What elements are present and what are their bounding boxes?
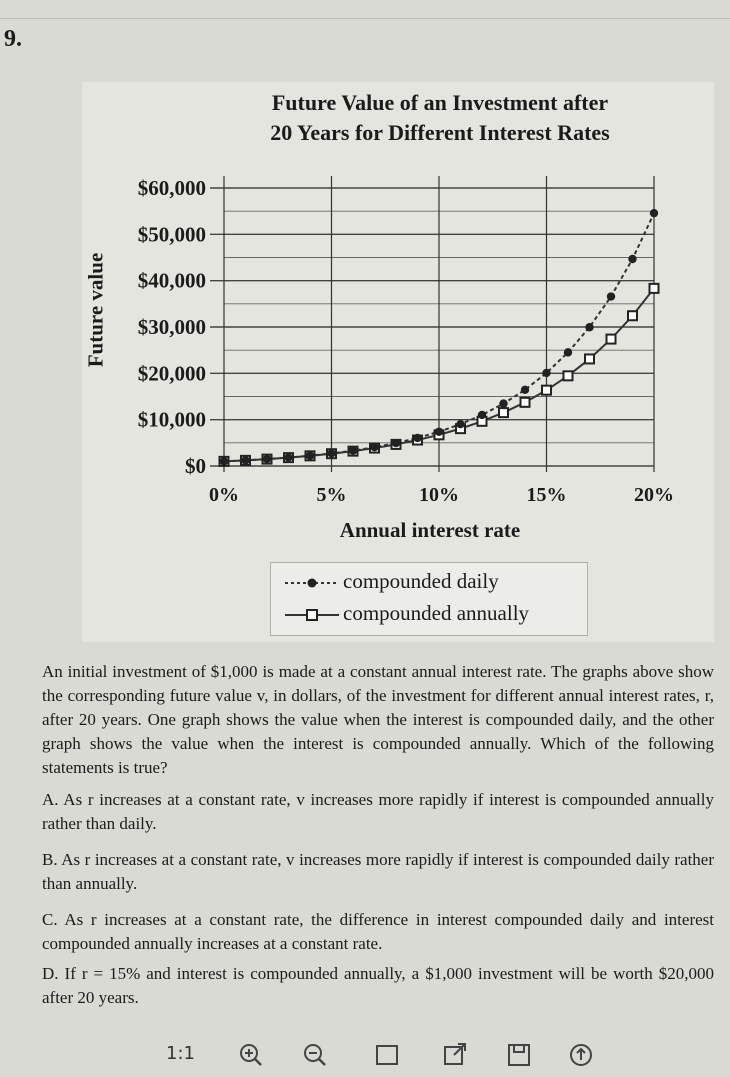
point-daily [650,209,658,217]
chart-title-line-1: Future Value of an Investment after [271,90,609,115]
zoom-level[interactable]: 1:1 [166,1043,195,1064]
point-daily [306,451,314,459]
point-daily [435,428,443,436]
legend-marker-daily [283,573,341,593]
point-daily [413,434,421,442]
save-icon[interactable] [504,1040,534,1070]
question-stem-text: An initial investment of $1,000 is made at a constant annual interest rate. The graphs above show the corresponding future value v, in dollars, of the investment for different annual interest rates, r, after 20 years. One graph shows the value when the interest is compounded daily, and the other graph shows the value when the interest is compounded annually. Which of the following statements is true? [42,662,714,777]
x-tick-label: 5% [316,484,347,506]
point-annually [499,408,508,417]
x-axis-label: Annual interest rate [339,518,521,542]
point-annually [650,284,659,293]
point-daily [392,439,400,447]
point-daily [499,399,507,407]
y-tick-label: $30,000 [137,315,206,339]
zoom-in-icon[interactable] [236,1040,266,1070]
point-daily [585,323,593,331]
question-stem [42,660,714,780]
viewer-toolbar [150,1040,610,1072]
point-annually [628,311,637,320]
point-daily [263,455,271,463]
y-tick-label: $10,000 [137,407,206,432]
point-daily [564,348,572,356]
y-tick-label: $60,000 [137,176,206,200]
x-tick-label: 20% [634,484,674,506]
chart-title [200,88,680,148]
y-tick-label: $20,000 [137,361,206,386]
point-annually [564,371,573,380]
point-annually [542,386,551,395]
point-daily [241,456,249,464]
question-number: 9. [4,26,22,52]
point-daily [542,369,550,377]
y-tick-label: $40,000 [137,268,206,293]
legend-marker-annually [283,605,341,625]
answer-choice-b[interactable]: B. As r increases at a constant rate, v increases more rapidly if interest is compounded daily rather than annually. [42,850,714,893]
y-axis-label: Future value [83,252,108,368]
legend-item-daily [271,567,587,599]
upload-icon[interactable] [566,1040,596,1070]
y-tick-label: $0 [185,454,206,478]
x-tick-label: 15% [526,484,567,506]
point-daily [478,411,486,419]
point-annually [521,398,530,407]
point-daily [628,255,636,263]
chart-title-line-2: 20 Years for Different Interest Rates [270,120,610,145]
answer-choice-c[interactable]: C. As r increases at a constant rate, the difference in interest compounded daily and interest compounded annually increases at a constant rate. [42,910,714,953]
answer-choice-a[interactable]: A. As r increases at a constant rate, v increases more rapidly if interest is compounded annually rather than daily. [42,790,714,833]
point-daily [220,457,228,465]
legend-label-daily: compounded daily [343,569,499,593]
point-daily [284,453,292,461]
y-tick-label: $50,000 [137,222,206,247]
chart-legend [270,562,588,636]
point-daily [349,446,357,454]
point-daily [607,292,615,300]
point-daily [370,443,378,451]
answer-choice-d[interactable]: D. If r = 15% and interest is compounded annually, a $1,000 investment will be worth $20,000 after 20 years. [42,964,714,1007]
point-annually [585,354,594,363]
point-daily [521,386,529,394]
zoom-out-icon[interactable] [300,1040,330,1070]
fit-page-icon[interactable] [372,1040,402,1070]
point-annually [607,335,616,344]
expand-icon[interactable] [440,1040,470,1070]
x-tick-label: 0% [209,484,239,506]
point-daily [327,449,335,457]
legend-item-annually [271,599,587,631]
x-tick-label: 10% [419,484,459,506]
legend-label-annually: compounded annually [343,601,530,625]
point-daily [456,420,464,428]
